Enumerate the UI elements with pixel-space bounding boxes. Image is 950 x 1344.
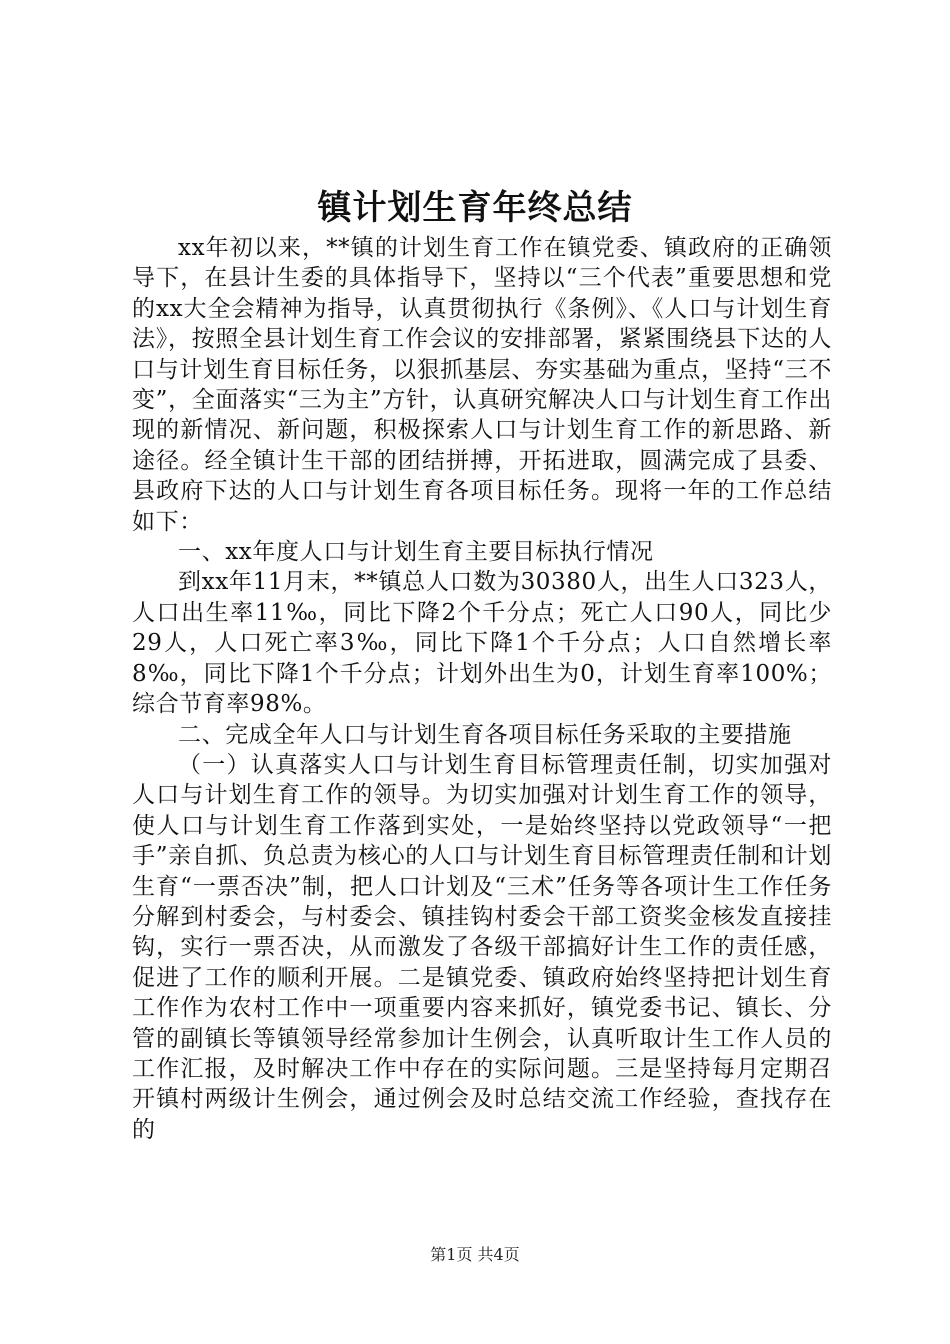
paragraph-statistics: 到xx年11月末，**镇总人口数为30380人，出生人口323人，人口出生率11‰，同比下降2个千分点；死亡人口90人，同比少29人，人口死亡率3‰，同比下降1个千分点；人口自然增长率8‰，同比下降1个千分点；计划外出生为0，计划生育率100%；综合节育率98%。 [132, 569, 832, 718]
document-body [132, 233, 832, 1145]
paragraph-intro: xx年初以来，**镇的计划生育工作在镇党委、镇政府的正确领导下，在县计生委的具体指导下，坚持以“三个代表”重要思想和党的xx大全会精神为指导，认真贯彻执行《条例》、《人口与计划生育法》，按照全县计划生育工作会议的安排部署，紧紧围绕县下达的人口与计划生育目标任务，以狠抓基层、夯实基础为重点，坚持“三不变”，全面落实“三为主”方针，认真研究解决人口与计划生育工作出现的新情况、新问题，积极探索人口与计划生育工作的新思路、新途径。经全镇计生干部的团结拼搏，开拓进取，圆满完成了县委、县政府下达的人口与计划生育各项目标任务。现将一年的工作总结如下： [132, 235, 832, 535]
paragraph-measures-1: （一）认真落实人口与计划生育目标管理责任制，切实加强对人口与计划生育工作的领导。为切实加强对计划生育工作的领导，使人口与计划生育工作落到实处，一是始终坚持以党政领导“一把手”亲自抓、负总责为核心的人口与计划生育目标管理责任制和计划生育“一票否决”制，把人口计划及“三术”任务等各项计生工作任务分解到村委会，与村委会、镇挂钩村委会干部工资奖金核发直接挂钩，实行一票否决，从而激发了各级干部搞好计生工作的责任感，促进了工作的顺利开展。二是镇党委、镇政府始终坚持把计划生育工作作为农村工作中一项重要内容来抓好，镇党委书记、镇长、分管的副镇长等镇领导经常参加计生例会，认真听取计生工作人员的工作汇报，及时解决工作中存在的实际问题。三是坚持每月定期召开镇村两级计生例会，通过例会及时总结交流工作经验，查找存在的 [132, 751, 832, 1143]
document-title: 镇计划生育年终总结 [317, 188, 633, 228]
section-heading-2: 二、完成全年人口与计划生育各项目标任务采取的主要措施 [178, 721, 792, 748]
section-heading-1: 一、xx年度人口与计划生育主要目标执行情况 [178, 539, 654, 566]
page-number-footer: 第1页 共4页 [430, 1245, 520, 1264]
